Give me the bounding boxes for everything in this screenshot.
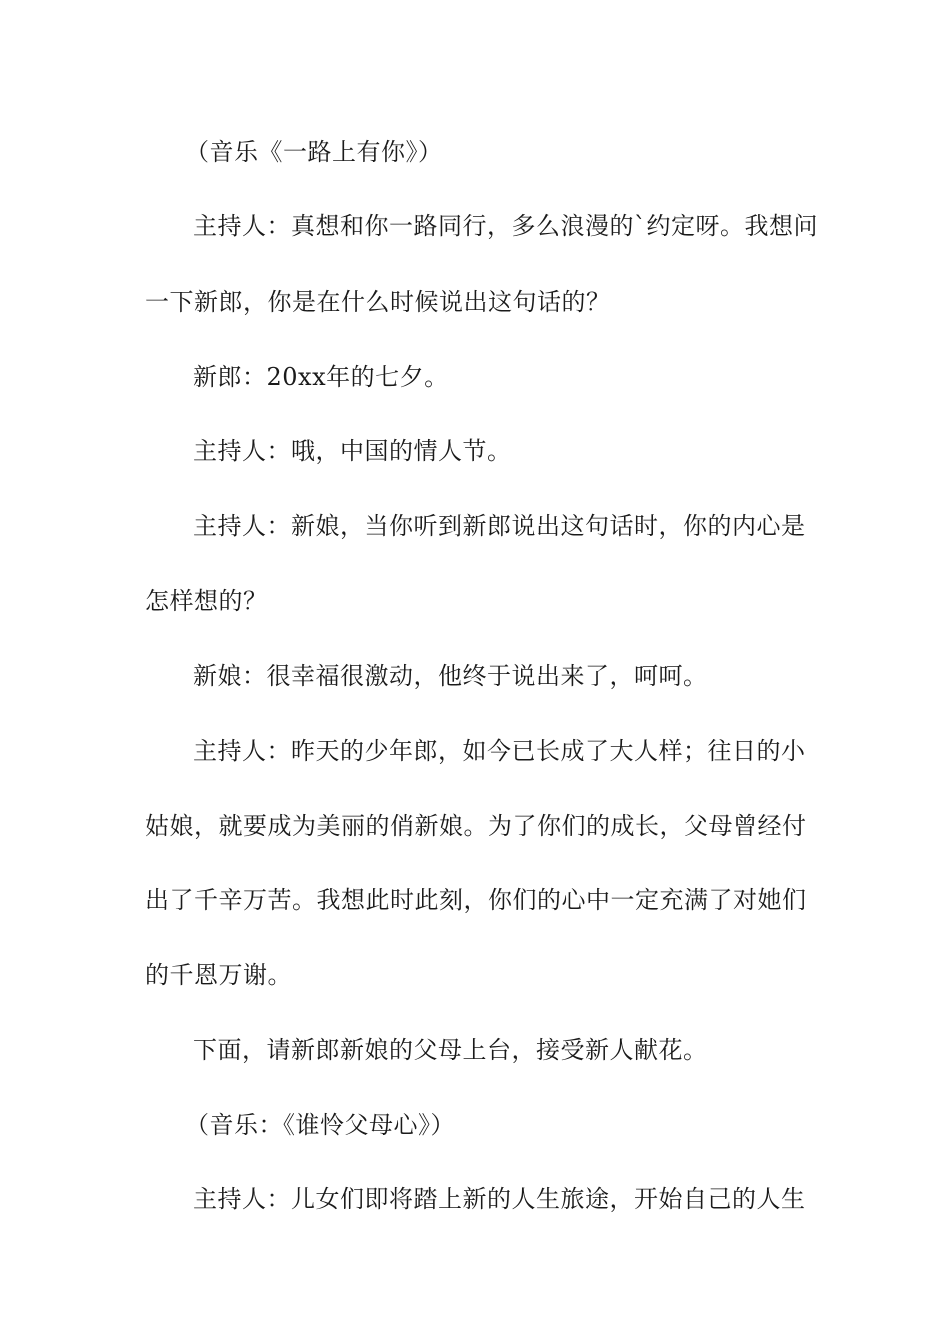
host-line: 主持人：儿女们即将踏上新的人生旅途，开始自己的人生 xyxy=(193,1185,806,1213)
host-line: 主持人：哦，中国的情人节。 xyxy=(193,437,512,465)
groom-line: 新郎：20xx年的七夕。 xyxy=(193,363,449,391)
music-cue-line: （音乐《一路上有你》） xyxy=(185,138,443,166)
host-line: 主持人：真想和你一路同行，多么浪漫的`约定呀。我想问 xyxy=(193,212,818,240)
host-line-continued: 一下新郎，你是在什么时候说出这句话的？ xyxy=(145,288,611,316)
host-line: 主持人：新娘，当你听到新郎说出这句话时，你的内心是 xyxy=(193,512,806,540)
music-cue-line: （音乐：《谁怜父母心》） xyxy=(185,1111,455,1139)
narration-line: 下面，请新郎新娘的父母上台，接受新人献花。 xyxy=(193,1036,708,1064)
host-line-continued: 的千恩万谢。 xyxy=(145,961,292,989)
host-line: 主持人：昨天的少年郎，如今已长成了大人样；往日的小 xyxy=(193,737,806,765)
host-line-continued: 姑娘，就要成为美丽的俏新娘。为了你们的成长，父母曾经付 xyxy=(145,812,807,840)
bride-line: 新娘：很幸福很激动，他终于说出来了，呵呵。 xyxy=(193,662,708,690)
host-line-continued: 怎样想的？ xyxy=(145,587,268,615)
host-line-continued: 出了千辛万苦。我想此时此刻，你们的心中一定充满了对她们 xyxy=(145,886,807,914)
